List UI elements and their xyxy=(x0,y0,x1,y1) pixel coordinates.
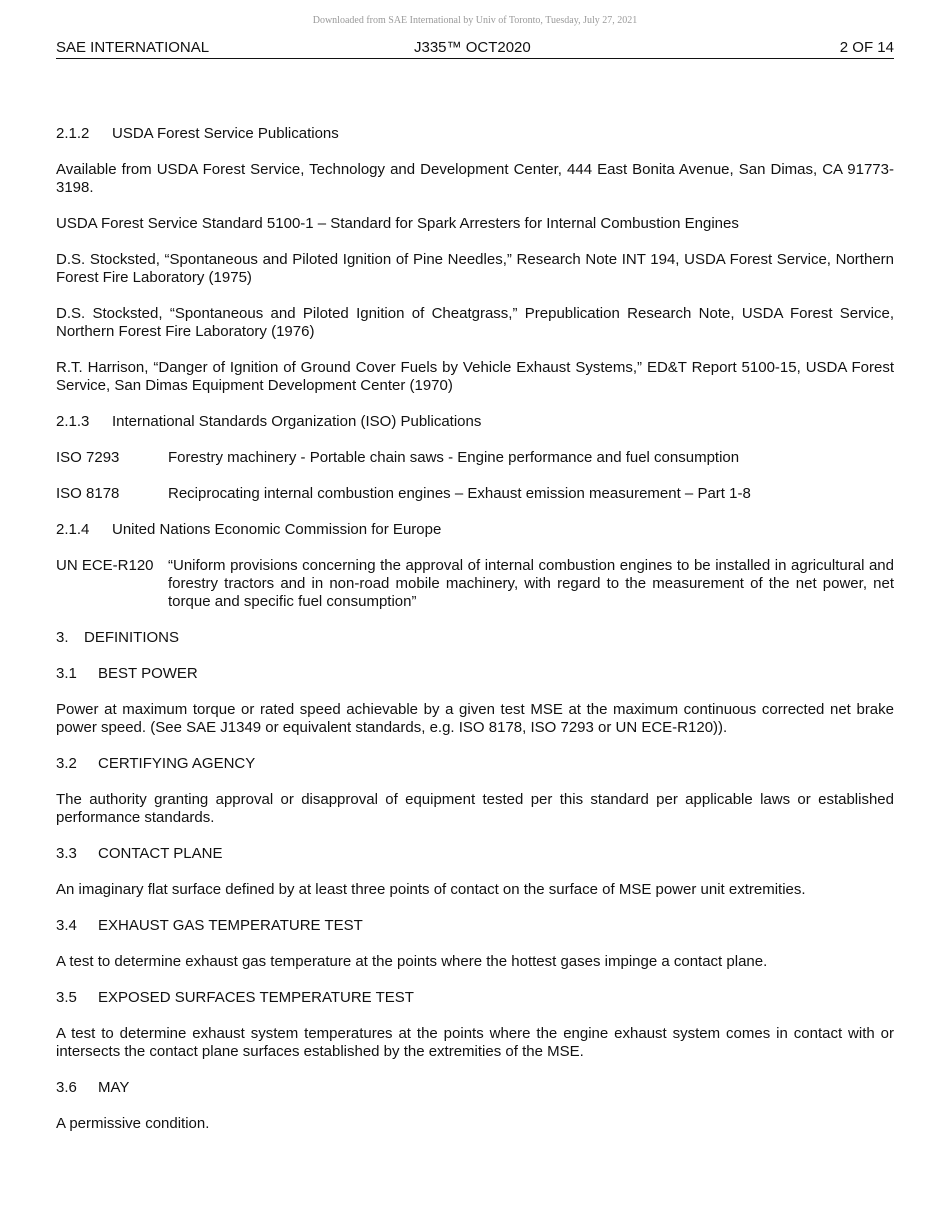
definition-term: BEST POWER xyxy=(98,665,198,682)
section-title: International Standards Organization (ISO) Publications xyxy=(112,413,482,430)
reference-usda-standard: USDA Forest Service Standard 5100-1 – Standard for Spark Arresters for Internal Combustion Engines xyxy=(56,215,739,232)
definition-heading-3-6 xyxy=(56,1079,894,1097)
download-watermark: Downloaded from SAE International by Univ of Toronto, Tuesday, July 27, 2021 xyxy=(312,15,638,26)
section-number: 3. xyxy=(56,629,69,646)
reference-description: Reciprocating internal combustion engines – Exhaust emission measurement – Part 1-8 xyxy=(168,485,751,502)
reference-pine-needles: D.S. Stocksted, “Spontaneous and Piloted Ignition of Pine Needles,” Research Note INT 194, USDA Forest Service, Northern Forest Fire Laboratory (1975) xyxy=(56,251,894,286)
section-number: 2.1.2 xyxy=(56,125,90,142)
definition-heading-3-2 xyxy=(56,755,894,773)
reference-code: ISO 8178 xyxy=(56,485,120,502)
definition-term: EXPOSED SURFACES TEMPERATURE TEST xyxy=(98,989,414,1006)
document-id: J335™ OCT2020 xyxy=(414,39,531,56)
definition-heading-3-1 xyxy=(56,665,894,683)
reference-un-ece-r120 xyxy=(56,557,894,611)
definition-number: 3.2 xyxy=(56,755,77,772)
reference-cheatgrass: D.S. Stocksted, “Spontaneous and Piloted Ignition of Cheatgrass,” Prepublication Research Note, USDA Forest Service, Northern Forest Fire Laboratory (1976) xyxy=(56,305,894,340)
definition-term: MAY xyxy=(98,1079,130,1096)
definition-heading-3-5 xyxy=(56,989,894,1007)
definition-text: An imaginary flat surface defined by at least three points of contact on the surface of MSE power unit extremities. xyxy=(56,881,806,898)
reference-ground-cover: R.T. Harrison, “Danger of Ignition of Ground Cover Fuels by Vehicle Exhaust Systems,” ED&T Report 5100-15, USDA Forest Service, San Dimas Equipment Development Center (1970) xyxy=(56,359,894,394)
reference-description: Forestry machinery - Portable chain saws - Engine performance and fuel consumption xyxy=(168,449,740,466)
definition-text: Power at maximum torque or rated speed achievable by a given test MSE at the maximum continuous corrected net brake power speed. (See SAE J1349 or equivalent standards, e.g. ISO 8178, ISO 7293 or UN ECE-R120)). xyxy=(56,701,894,736)
section-heading-2-1-4 xyxy=(56,521,894,539)
definition-number: 3.5 xyxy=(56,989,77,1006)
definition-text: A test to determine exhaust gas temperature at the points where the hottest gases impinge a contact plane. xyxy=(56,953,768,970)
definition-heading-3-4 xyxy=(56,917,894,935)
availability-paragraph: Available from USDA Forest Service, Technology and Development Center, 444 East Bonita Avenue, San Dimas, CA 91773-3198. xyxy=(56,161,894,196)
definition-term: CERTIFYING AGENCY xyxy=(98,755,256,772)
reference-code: ISO 7293 xyxy=(56,449,120,466)
definition-term: CONTACT PLANE xyxy=(98,845,223,862)
definition-number: 3.3 xyxy=(56,845,77,862)
reference-code: UN ECE-R120 xyxy=(56,557,154,574)
section-title: USDA Forest Service Publications xyxy=(112,125,339,142)
definition-number: 3.1 xyxy=(56,665,77,682)
section-heading-2-1-3 xyxy=(56,413,894,431)
page-header xyxy=(56,38,894,59)
definition-text: The authority granting approval or disapproval of equipment tested per this standard per applicable laws or established performance standards. xyxy=(56,791,894,826)
reference-iso-8178 xyxy=(56,485,894,503)
definition-number: 3.6 xyxy=(56,1079,77,1096)
section-title: United Nations Economic Commission for Europe xyxy=(112,521,442,538)
section-title: DEFINITIONS xyxy=(84,629,180,646)
page-number: 2 OF 14 xyxy=(839,39,894,56)
reference-description: “Uniform provisions concerning the approval of internal combustion engines to be installed in agricultural and forestry tractors and in non-road mobile machinery, with regard to the measurement of the net power, net torque and specific fuel consumption” xyxy=(168,557,894,610)
document-body xyxy=(56,125,894,1151)
section-number: 2.1.3 xyxy=(56,413,90,430)
reference-iso-7293 xyxy=(56,449,894,467)
section-number: 2.1.4 xyxy=(56,521,90,538)
definition-text: A permissive condition. xyxy=(56,1115,210,1132)
publisher-name: SAE INTERNATIONAL xyxy=(56,39,210,56)
definition-term: EXHAUST GAS TEMPERATURE TEST xyxy=(98,917,363,934)
section-heading-2-1-2 xyxy=(56,125,894,143)
definition-heading-3-3 xyxy=(56,845,894,863)
section-heading-3 xyxy=(56,629,894,647)
definition-number: 3.4 xyxy=(56,917,77,934)
definition-text: A test to determine exhaust system temperatures at the points where the engine exhaust system comes in contact with or intersects the contact plane surfaces established by the extremities of the MSE. xyxy=(56,1025,894,1060)
